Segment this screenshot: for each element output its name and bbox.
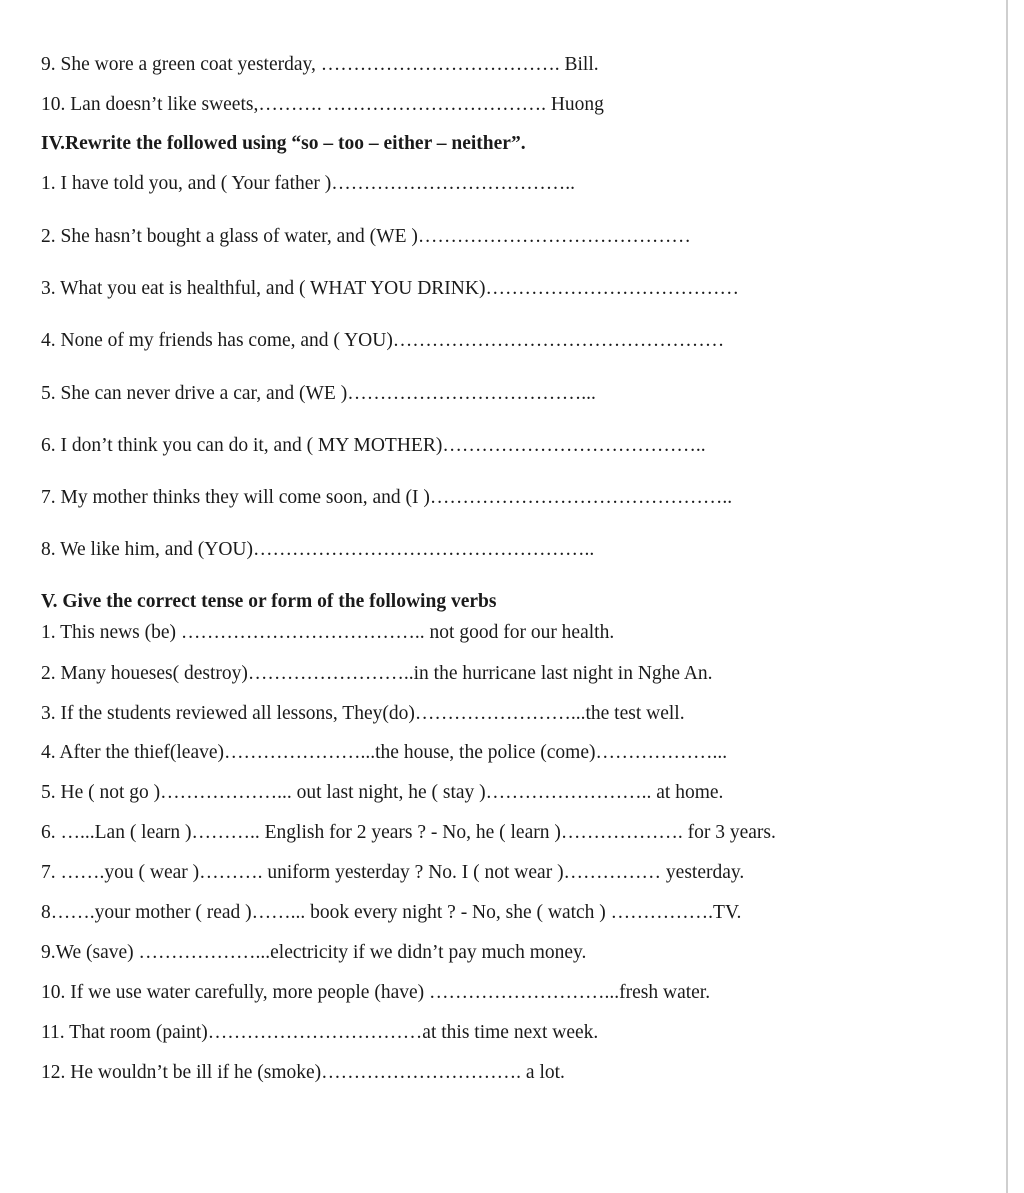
exercise-line: 1. I have told you, and ( Your father )……………………………….. xyxy=(41,173,576,194)
exercise-line: 7. …….you ( wear )………. uniform yesterday ? No. I ( not wear )…………… yesterday. xyxy=(41,862,745,883)
exercise-line: 6. …...Lan ( learn )……….. English for 2 years ? - No, he ( learn )………………. for 3 years. xyxy=(41,822,776,843)
exercise-line: 1. This news (be) ……………………………….. not good for our health. xyxy=(41,622,615,643)
exercise-line: 10. If we use water carefully, more people (have) ………………………...fresh water. xyxy=(41,982,711,1003)
exercise-line: 4. After the thief(leave)…………………...the house, the police (come)………………... xyxy=(41,742,728,763)
exercise-line: 9.We (save) ………………...electricity if we didn’t pay much money. xyxy=(41,942,587,963)
exercise-line: 2. She hasn’t bought a glass of water, and (WE )…………………………………… xyxy=(41,226,691,247)
exercise-line: 10. Lan doesn’t like sweets,………. ……………………………. Huong xyxy=(41,94,604,115)
page-edge xyxy=(1006,0,1008,1193)
exercise-line: 6. I don’t think you can do it, and ( MY MOTHER)………………………………….. xyxy=(41,435,706,456)
exercise-line: 9. She wore a green coat yesterday, ………………………………. Bill. xyxy=(41,54,599,75)
exercise-line: 3. If the students reviewed all lessons, They(do)……………………...the test well. xyxy=(41,703,685,724)
exercise-line: 4. None of my friends has come, and ( YOU)…………………………………………… xyxy=(41,330,725,351)
section-heading-iv: IV.Rewrite the followed using “so – too – either – neither”. xyxy=(41,133,526,154)
exercise-line: 5. She can never drive a car, and (WE )………………………………... xyxy=(41,383,596,404)
exercise-line: 7. My mother thinks they will come soon, and (I )……………………………………….. xyxy=(41,487,733,508)
exercise-line: 8. We like him, and (YOU)…………………………………………….. xyxy=(41,539,595,560)
section-heading-v: V. Give the correct tense or form of the following verbs xyxy=(41,591,497,612)
exercise-line: 12. He wouldn’t be ill if he (smoke)…………………………. a lot. xyxy=(41,1062,565,1083)
exercise-line: 8…….your mother ( read )……... book every night ? - No, she ( watch ) …………….TV. xyxy=(41,902,742,923)
exercise-line: 2. Many houeses( destroy)……………………..in the hurricane last night in Nghe An. xyxy=(41,663,713,684)
exercise-line: 11. That room (paint)……………………………at this time next week. xyxy=(41,1022,599,1043)
exercise-line: 3. What you eat is healthful, and ( WHAT YOU DRINK)………………………………… xyxy=(41,278,739,299)
exercise-line: 5. He ( not go )………………... out last night, he ( stay )…………………….. at home. xyxy=(41,782,724,803)
